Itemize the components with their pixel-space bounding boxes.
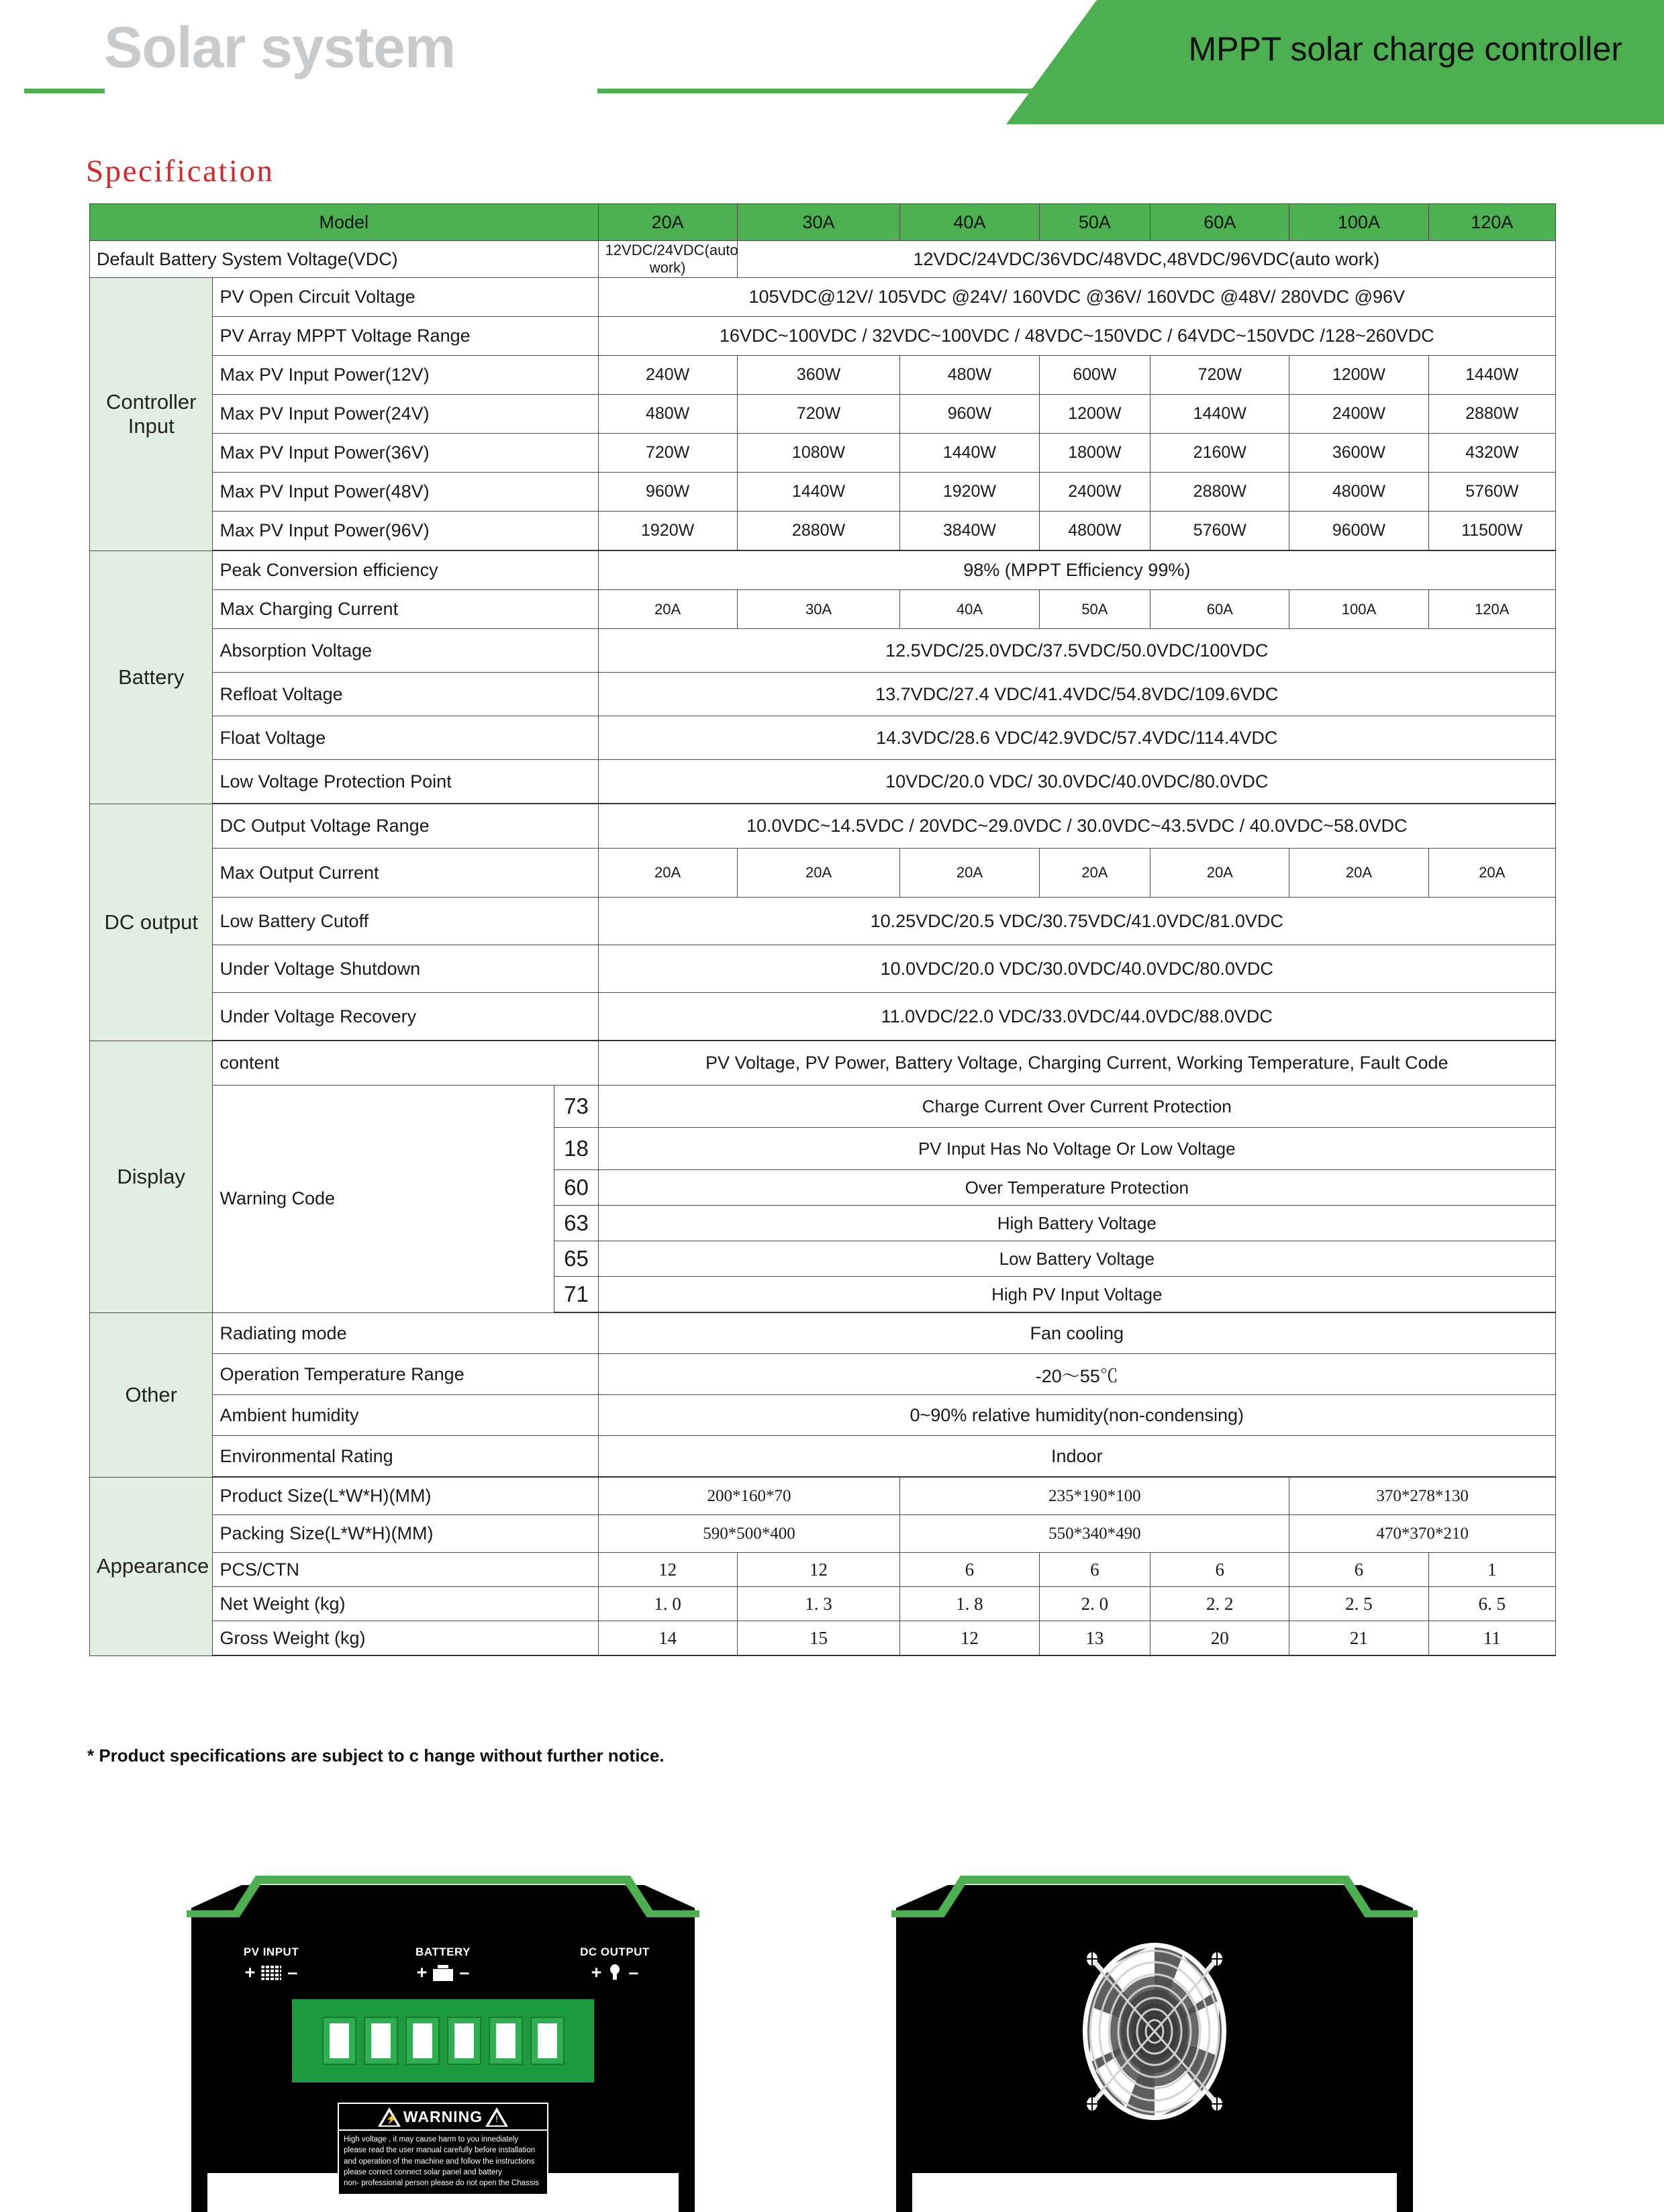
row-label-radiating-mode: Radiating mode bbox=[213, 1312, 598, 1354]
row-value-ambient-humidity: 0~90% relative humidity(non-condensing) bbox=[598, 1395, 1555, 1436]
warning-code-description: Charge Current Over Current Protection bbox=[598, 1086, 1555, 1128]
light-bulb-icon bbox=[607, 1964, 622, 1982]
cell-value: 20A bbox=[1289, 849, 1428, 898]
cell-value: 200*160*70 bbox=[598, 1477, 900, 1515]
plus-sign: + bbox=[591, 1962, 602, 1982]
table-row bbox=[90, 590, 1556, 629]
cell-value: 6 bbox=[900, 1553, 1039, 1587]
case-green-trim bbox=[187, 1876, 699, 1917]
cell-value: 11 bbox=[1428, 1621, 1556, 1656]
model-col-60a: 60A bbox=[1151, 204, 1289, 241]
cell-value: 1200W bbox=[1039, 395, 1151, 434]
terminal-screw bbox=[405, 2017, 440, 2065]
warning-code-description: High Battery Voltage bbox=[598, 1206, 1555, 1241]
port-label-group bbox=[168, 1945, 718, 1982]
warning-code: 63 bbox=[554, 1206, 598, 1241]
cell-value: 21 bbox=[1289, 1621, 1428, 1656]
cell-value: 720W bbox=[737, 395, 900, 434]
cell-value: 1440W bbox=[1428, 356, 1556, 395]
cell-value: 1 bbox=[1428, 1553, 1556, 1587]
row-label-float-voltage: Float Voltage bbox=[213, 716, 598, 760]
cell-value: 2400W bbox=[1289, 395, 1428, 434]
cell-value: 30A bbox=[737, 590, 900, 629]
row-label-operation-temperature-range: Operation Temperature Range bbox=[213, 1354, 598, 1395]
port-pv-input bbox=[214, 1945, 328, 1982]
table-row bbox=[90, 473, 1556, 512]
high-voltage-icon: ⚡ bbox=[378, 2107, 401, 2127]
row-label-max-pv-input-power-48v: Max PV Input Power(48V) bbox=[213, 473, 598, 512]
table-row bbox=[90, 760, 1556, 804]
cell-value: 370*278*130 bbox=[1289, 1477, 1556, 1515]
cell-value: 20A bbox=[598, 590, 737, 629]
specification-footnote: * Product specifications are subject to c hange without further notice. bbox=[87, 1745, 665, 1766]
cell-value: 40A bbox=[900, 590, 1039, 629]
cell-value: 960W bbox=[900, 395, 1039, 434]
row-label-ambient-humidity: Ambient humidity bbox=[213, 1395, 598, 1436]
cell-value: 1800W bbox=[1039, 434, 1151, 473]
table-row bbox=[90, 1553, 1556, 1587]
header-rule-middle bbox=[597, 89, 1215, 93]
row-label-under-voltage-recovery: Under Voltage Recovery bbox=[213, 993, 598, 1041]
warning-code: 73 bbox=[554, 1086, 598, 1128]
warning-line: High voltage , it may cause harm to you innediately bbox=[344, 2135, 519, 2144]
row-value-peak-conversion-efficiency: 98% (MPPT Efficiency 99%) bbox=[598, 550, 1555, 590]
warning-code-description: PV Input Has No Voltage Or Low Voltage bbox=[598, 1128, 1555, 1170]
warning-code: 60 bbox=[554, 1170, 598, 1206]
table-row bbox=[90, 1436, 1556, 1478]
table-row bbox=[90, 395, 1556, 434]
terminal-block bbox=[292, 1999, 594, 2082]
case-green-trim bbox=[891, 1876, 1418, 1917]
table-row bbox=[90, 241, 1556, 278]
cell-value: 1. 0 bbox=[598, 1587, 737, 1621]
row-label-max-output-current: Max Output Current bbox=[213, 849, 598, 898]
table-row bbox=[90, 993, 1556, 1041]
port-label-dc-output: DC OUTPUT bbox=[580, 1945, 650, 1958]
plus-sign: + bbox=[244, 1962, 256, 1982]
table-row bbox=[90, 849, 1556, 898]
exclamation-icon: ! bbox=[485, 2107, 508, 2127]
specification-table bbox=[89, 203, 1556, 1656]
case-foot-right bbox=[679, 2172, 695, 2212]
terminal-screw bbox=[447, 2017, 481, 2065]
row-value-environmental-rating: Indoor bbox=[598, 1436, 1555, 1478]
cell-value: 2160W bbox=[1151, 434, 1289, 473]
specification-table-wrapper bbox=[89, 203, 1556, 1656]
table-row bbox=[90, 317, 1556, 356]
cell-value: 1920W bbox=[900, 473, 1039, 512]
table-row bbox=[90, 356, 1556, 395]
cell-value: 20A bbox=[737, 849, 900, 898]
cell-value: 3600W bbox=[1289, 434, 1428, 473]
cell-value: 235*190*100 bbox=[900, 1477, 1289, 1515]
port-icons-battery bbox=[386, 1964, 500, 1982]
cell-value: 2. 5 bbox=[1289, 1587, 1428, 1621]
row-label-warning-code: Warning Code bbox=[213, 1086, 554, 1313]
row-label-absorption-voltage: Absorption Voltage bbox=[213, 629, 598, 673]
model-col-50a: 50A bbox=[1039, 204, 1151, 241]
section-display: Display bbox=[90, 1041, 213, 1312]
warning-line: non- professional person please do not open the Chassis bbox=[344, 2179, 539, 2188]
row-label-under-voltage-shutdown: Under Voltage Shutdown bbox=[213, 945, 598, 993]
row-label-pv-array-mppt-voltage-range: PV Array MPPT Voltage Range bbox=[213, 317, 598, 356]
table-row bbox=[90, 550, 1556, 590]
warning-code-description: Low Battery Voltage bbox=[598, 1241, 1555, 1277]
table-row bbox=[90, 1621, 1556, 1656]
section-battery: Battery bbox=[90, 550, 213, 804]
minus-sign: – bbox=[287, 1962, 298, 1982]
warning-code-description: Over Temperature Protection bbox=[598, 1170, 1555, 1206]
cell-value: 6. 5 bbox=[1428, 1587, 1556, 1621]
section-dc-output: DC output bbox=[90, 804, 213, 1041]
table-row bbox=[90, 512, 1556, 551]
terminal-screw bbox=[530, 2017, 565, 2065]
case-foot-left bbox=[191, 2172, 207, 2212]
cell-value: 480W bbox=[900, 356, 1039, 395]
table-row bbox=[90, 629, 1556, 673]
specification-heading: Specification bbox=[86, 154, 275, 189]
product-front-view bbox=[168, 1866, 718, 2212]
table-row bbox=[90, 1587, 1556, 1621]
table-row bbox=[90, 898, 1556, 945]
warning-label-body bbox=[339, 2131, 547, 2194]
row-label-net-weight: Net Weight (kg) bbox=[213, 1587, 598, 1621]
model-header-label: Model bbox=[90, 204, 599, 241]
row-label-dc-output-voltage-range: DC Output Voltage Range bbox=[213, 804, 598, 849]
model-col-120a: 120A bbox=[1428, 204, 1556, 241]
cell-value: 120A bbox=[1428, 590, 1556, 629]
cell-value: 3840W bbox=[900, 512, 1039, 551]
row-label-packing-size: Packing Size(L*W*H)(MM) bbox=[213, 1515, 598, 1553]
cell-value: 720W bbox=[598, 434, 737, 473]
model-col-30a: 30A bbox=[737, 204, 900, 241]
cell-value: 20A bbox=[1428, 849, 1556, 898]
product-image-section bbox=[0, 1860, 1664, 2212]
cell-value: 2400W bbox=[1039, 473, 1151, 512]
table-row bbox=[90, 804, 1556, 849]
cell-value: 590*500*400 bbox=[598, 1515, 900, 1553]
model-col-100a: 100A bbox=[1289, 204, 1428, 241]
terminal-screw bbox=[322, 2017, 356, 2065]
row-value-float-voltage: 14.3VDC/28.6 VDC/42.9VDC/57.4VDC/114.4VDC bbox=[598, 716, 1555, 760]
cell-value: 2. 0 bbox=[1039, 1587, 1151, 1621]
battery-icon bbox=[433, 1965, 453, 1981]
cell-value: 12 bbox=[900, 1621, 1039, 1656]
case-base-line bbox=[896, 2169, 1413, 2173]
row-label-low-battery-cutoff: Low Battery Cutoff bbox=[213, 898, 598, 945]
warning-line: and operation of the machine and follow the instructions bbox=[344, 2157, 535, 2166]
case-foot-left bbox=[896, 2172, 912, 2212]
row-label-peak-conversion-efficiency: Peak Conversion efficiency bbox=[213, 550, 598, 590]
row-value-display-content: PV Voltage, PV Power, Battery Voltage, Charging Current, Working Temperature, Fault Code bbox=[598, 1041, 1555, 1086]
cell-value: 720W bbox=[1151, 356, 1289, 395]
row-value-pv-array-mppt-voltage-range: 16VDC~100VDC / 32VDC~100VDC / 48VDC~150VDC / 64VDC~150VDC /128~260VDC bbox=[598, 317, 1555, 356]
page-header bbox=[0, 0, 1664, 131]
cell-value: 15 bbox=[737, 1621, 900, 1656]
row-value-low-voltage-protection-point: 10VDC/20.0 VDC/ 30.0VDC/40.0VDC/80.0VDC bbox=[598, 760, 1555, 804]
warning-code: 65 bbox=[554, 1241, 598, 1277]
page-title: Solar system bbox=[104, 15, 456, 80]
port-label-battery: BATTERY bbox=[415, 1945, 471, 1958]
cell-value: 1440W bbox=[1151, 395, 1289, 434]
warning-title: WARNING bbox=[403, 2108, 483, 2125]
row-value-absorption-voltage: 12.5VDC/25.0VDC/37.5VDC/50.0VDC/100VDC bbox=[598, 629, 1555, 673]
cell-value: 1440W bbox=[737, 473, 900, 512]
row-label-gross-weight: Gross Weight (kg) bbox=[213, 1621, 598, 1656]
cell-value: 50A bbox=[1039, 590, 1151, 629]
row-value-dc-output-voltage-range: 10.0VDC~14.5VDC / 20VDC~29.0VDC / 30.0VDC~43.5VDC / 40.0VDC~58.0VDC bbox=[598, 804, 1555, 849]
warning-code: 18 bbox=[554, 1128, 598, 1170]
solar-panel-icon bbox=[261, 1966, 281, 1980]
cell-value: 11500W bbox=[1428, 512, 1556, 551]
row-label-max-charging-current: Max Charging Current bbox=[213, 590, 598, 629]
cell-value: 6 bbox=[1151, 1553, 1289, 1587]
cell-value: 240W bbox=[598, 356, 737, 395]
cell-value: 12 bbox=[737, 1553, 900, 1587]
cell-value: 6 bbox=[1289, 1553, 1428, 1587]
product-rear-view bbox=[873, 1866, 1436, 2212]
port-label-pv-input: PV INPUT bbox=[243, 1945, 299, 1958]
minus-sign: – bbox=[628, 1962, 639, 1982]
row-label-environmental-rating: Environmental Rating bbox=[213, 1436, 598, 1478]
cell-value: 1080W bbox=[737, 434, 900, 473]
cell-value: 5760W bbox=[1151, 512, 1289, 551]
row-value-operation-temperature-range: -20～55℃ bbox=[598, 1354, 1555, 1395]
row-label-pv-open-circuit-voltage: PV Open Circuit Voltage bbox=[213, 278, 598, 317]
cell-value: 1200W bbox=[1289, 356, 1428, 395]
table-row bbox=[90, 673, 1556, 716]
default-battery-value-20a: 12VDC/24VDC(auto work) bbox=[598, 241, 737, 278]
table-row bbox=[90, 434, 1556, 473]
default-battery-label: Default Battery System Voltage(VDC) bbox=[90, 241, 599, 278]
row-value-radiating-mode: Fan cooling bbox=[598, 1312, 1555, 1354]
warning-line: please read the user manual carefully before installation bbox=[344, 2146, 536, 2155]
terminal-screw bbox=[489, 2017, 523, 2065]
row-value-under-voltage-recovery: 11.0VDC/22.0 VDC/33.0VDC/44.0VDC/88.0VDC bbox=[598, 993, 1555, 1041]
row-label-max-pv-input-power-36v: Max PV Input Power(36V) bbox=[213, 434, 598, 473]
cell-value: 4800W bbox=[1289, 473, 1428, 512]
cell-value: 100A bbox=[1289, 590, 1428, 629]
warning-line: please correct connect solar panel and battery bbox=[344, 2168, 502, 2176]
table-row bbox=[90, 1312, 1556, 1354]
table-row bbox=[90, 1515, 1556, 1553]
cell-value: 12 bbox=[598, 1553, 737, 1587]
row-label-refloat-voltage: Refloat Voltage bbox=[213, 673, 598, 716]
cell-value: 960W bbox=[598, 473, 737, 512]
row-label-max-pv-input-power-12v: Max PV Input Power(12V) bbox=[213, 356, 598, 395]
cell-value: 14 bbox=[598, 1621, 737, 1656]
row-value-refloat-voltage: 13.7VDC/27.4 VDC/41.4VDC/54.8VDC/109.6VDC bbox=[598, 673, 1555, 716]
row-value-low-battery-cutoff: 10.25VDC/20.5 VDC/30.75VDC/41.0VDC/81.0VDC bbox=[598, 898, 1555, 945]
header-rule-left bbox=[24, 89, 105, 93]
cell-value: 2. 2 bbox=[1151, 1587, 1289, 1621]
table-header-row bbox=[90, 204, 1556, 241]
cell-value: 20A bbox=[1039, 849, 1151, 898]
cell-value: 4320W bbox=[1428, 434, 1556, 473]
minus-sign: – bbox=[459, 1962, 470, 1982]
cell-value: 20 bbox=[1151, 1621, 1289, 1656]
warning-code-description: High PV Input Voltage bbox=[598, 1277, 1555, 1313]
cell-value: 550*340*490 bbox=[900, 1515, 1289, 1553]
warning-label-header bbox=[339, 2104, 547, 2131]
section-appearance: Appearance bbox=[90, 1477, 213, 1655]
plus-sign: + bbox=[416, 1962, 428, 1982]
table-row bbox=[90, 1395, 1556, 1436]
table-row bbox=[90, 1086, 1556, 1128]
cell-value: 360W bbox=[737, 356, 900, 395]
row-value-pv-open-circuit-voltage: 105VDC@12V/ 105VDC @24V/ 160VDC @36V/ 160VDC @48V/ 280VDC @96V bbox=[598, 278, 1555, 317]
cell-value: 9600W bbox=[1289, 512, 1428, 551]
table-row bbox=[90, 1354, 1556, 1395]
row-label-display-content: content bbox=[213, 1041, 598, 1086]
cell-value: 13 bbox=[1039, 1621, 1151, 1656]
cell-value: 1920W bbox=[598, 512, 737, 551]
table-row bbox=[90, 1477, 1556, 1515]
cell-value: 480W bbox=[598, 395, 737, 434]
cooling-fan-icon bbox=[1054, 1931, 1255, 2132]
header-subtitle: MPPT solar charge controller bbox=[1188, 30, 1622, 68]
row-label-low-voltage-protection-point: Low Voltage Protection Point bbox=[213, 760, 598, 804]
terminal-screw bbox=[364, 2017, 398, 2065]
row-value-under-voltage-shutdown: 10.0VDC/20.0 VDC/30.0VDC/40.0VDC/80.0VDC bbox=[598, 945, 1555, 993]
model-col-40a: 40A bbox=[900, 204, 1039, 241]
model-col-20a: 20A bbox=[598, 204, 737, 241]
cell-value: 2880W bbox=[1151, 473, 1289, 512]
default-battery-value-rest: 12VDC/24VDC/36VDC/48VDC,48VDC/96VDC(auto work) bbox=[737, 241, 1555, 278]
table-row bbox=[90, 1041, 1556, 1086]
cell-value: 2880W bbox=[1428, 395, 1556, 434]
row-label-max-pv-input-power-96v: Max PV Input Power(96V) bbox=[213, 512, 598, 551]
section-other: Other bbox=[90, 1312, 213, 1477]
section-controller-input: Controller Input bbox=[90, 278, 213, 551]
cell-value: 20A bbox=[1151, 849, 1289, 898]
table-row bbox=[90, 945, 1556, 993]
cell-value: 1440W bbox=[900, 434, 1039, 473]
table-row bbox=[90, 278, 1556, 317]
cell-value: 4800W bbox=[1039, 512, 1151, 551]
warning-label bbox=[338, 2103, 548, 2195]
cell-value: 2880W bbox=[737, 512, 900, 551]
cell-value: 5760W bbox=[1428, 473, 1556, 512]
cell-value: 1. 3 bbox=[737, 1587, 900, 1621]
port-icons-dc-output bbox=[558, 1964, 672, 1982]
cell-value: 20A bbox=[598, 849, 737, 898]
cell-value: 1. 8 bbox=[900, 1587, 1039, 1621]
cell-value: 60A bbox=[1151, 590, 1289, 629]
cell-value: 20A bbox=[900, 849, 1039, 898]
port-dc-output bbox=[558, 1945, 672, 1982]
table-row bbox=[90, 716, 1556, 760]
cell-value: 6 bbox=[1039, 1553, 1151, 1587]
row-label-pcs-ctn: PCS/CTN bbox=[213, 1553, 598, 1587]
cell-value: 600W bbox=[1039, 356, 1151, 395]
warning-code: 71 bbox=[554, 1277, 598, 1313]
cell-value: 470*370*210 bbox=[1289, 1515, 1556, 1553]
row-label-product-size: Product Size(L*W*H)(MM) bbox=[213, 1477, 598, 1515]
port-icons-pv-input bbox=[214, 1964, 328, 1982]
port-battery bbox=[386, 1945, 500, 1982]
row-label-max-pv-input-power-24v: Max PV Input Power(24V) bbox=[213, 395, 598, 434]
case-foot-right bbox=[1397, 2172, 1413, 2212]
